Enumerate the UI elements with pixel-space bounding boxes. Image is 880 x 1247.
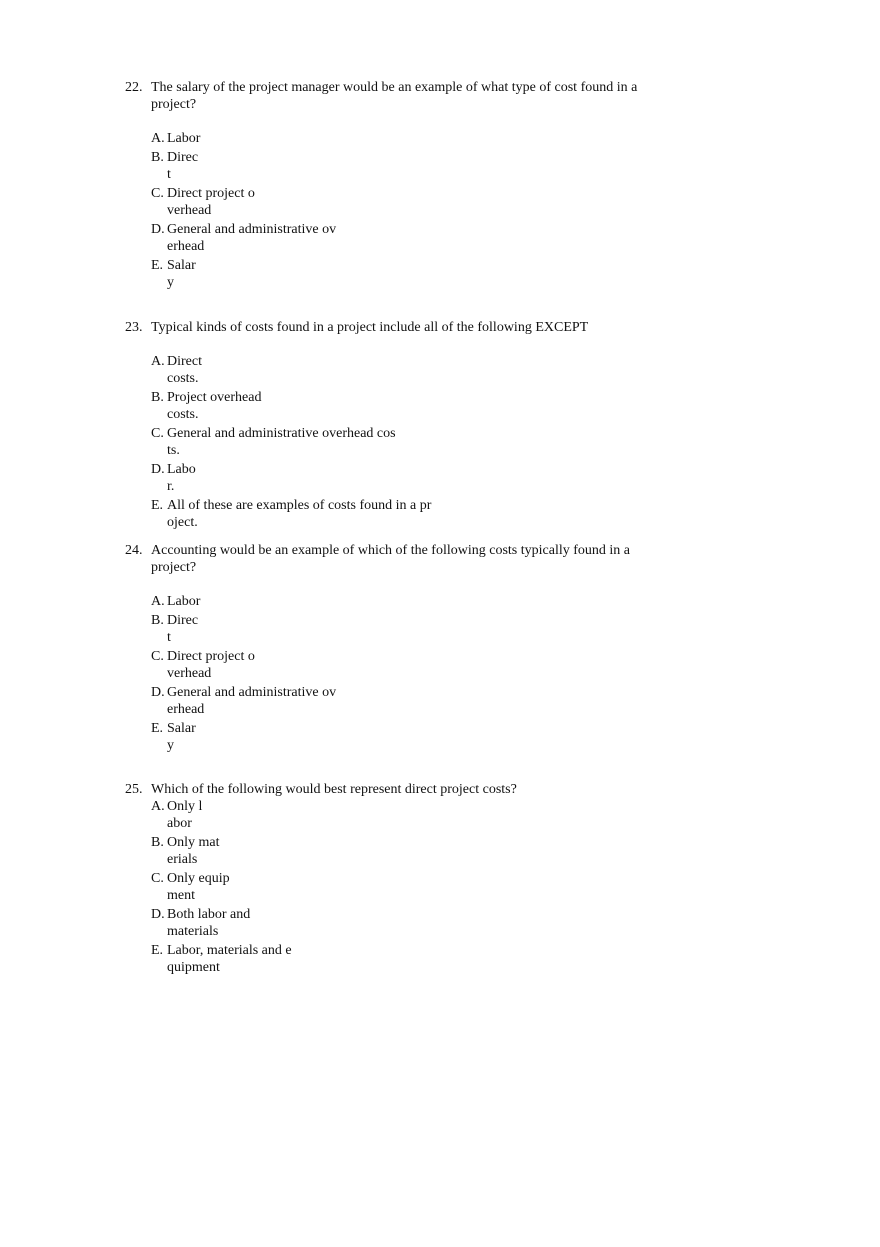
choice-text: Labor (167, 594, 201, 609)
choice-a (125, 798, 645, 832)
question-stem (125, 319, 645, 336)
choice-d (125, 221, 645, 255)
choice-c (125, 648, 645, 682)
question-text: Which of the following would best represent direct project costs? (151, 782, 517, 797)
question-22 (125, 79, 645, 293)
question-number: 24. (125, 543, 143, 558)
answer-choices (125, 798, 645, 976)
question-stem (125, 542, 645, 576)
choice-text: All of these are examples of costs found in a project. (167, 498, 432, 530)
choice-c (125, 185, 645, 219)
choice-letter: E. (151, 498, 164, 513)
choice-letter: C. (151, 426, 164, 441)
choice-b (125, 149, 645, 183)
question-text: Accounting would be an example of which of the following costs typically found in a project? (151, 543, 631, 575)
choice-c (125, 870, 645, 904)
choice-letter: A. (151, 799, 165, 814)
choice-letter: A. (151, 594, 165, 609)
choice-text: Direct (167, 613, 199, 645)
question-25 (125, 781, 645, 978)
question-stem (125, 79, 645, 113)
choice-letter: B. (151, 613, 164, 628)
choice-letter: D. (151, 685, 165, 700)
choice-letter: B. (151, 835, 164, 850)
choice-a (125, 130, 645, 147)
choice-letter: D. (151, 462, 165, 477)
choice-letter: B. (151, 150, 164, 165)
choice-letter: C. (151, 186, 164, 201)
choice-e (125, 497, 645, 531)
choice-text: Direct (167, 150, 199, 182)
choice-d (125, 461, 645, 495)
choice-text: Labor. (167, 462, 196, 494)
choice-b (125, 389, 645, 423)
choice-text: Both labor and materials (167, 907, 251, 939)
answer-choices (125, 353, 645, 531)
choice-letter: D. (151, 907, 165, 922)
choice-text: Salary (167, 721, 196, 753)
choice-b (125, 834, 645, 868)
choice-letter: B. (151, 390, 164, 405)
choice-e (125, 720, 645, 754)
choice-letter: E. (151, 258, 164, 273)
question-number: 23. (125, 320, 143, 335)
question-number: 25. (125, 782, 143, 797)
choice-b (125, 612, 645, 646)
answer-choices (125, 593, 645, 754)
choice-text: Labor, materials and equipment (167, 943, 292, 975)
choice-text: Project overhead costs. (167, 390, 262, 422)
question-24 (125, 542, 645, 756)
choice-c (125, 425, 645, 459)
choice-e (125, 257, 645, 291)
question-23 (125, 319, 645, 533)
choice-d (125, 684, 645, 718)
choice-text: Salary (167, 258, 196, 290)
choice-letter: E. (151, 943, 164, 958)
choice-letter: C. (151, 649, 164, 664)
choice-a (125, 593, 645, 610)
choice-text: Only labor (167, 799, 203, 831)
answer-choices (125, 130, 645, 291)
choice-letter: D. (151, 222, 165, 237)
choice-text: General and administrative overhead costs. (167, 426, 396, 458)
choice-text: Direct costs. (167, 354, 202, 386)
choice-a (125, 353, 645, 387)
choice-letter: A. (151, 131, 165, 146)
question-text: The salary of the project manager would be an example of what type of cost found in a project? (151, 80, 638, 112)
choice-text: General and administrative overhead (167, 222, 337, 254)
choice-letter: A. (151, 354, 165, 369)
choice-text: General and administrative overhead (167, 685, 337, 717)
choice-letter: C. (151, 871, 164, 886)
choice-text: Direct project overhead (167, 186, 255, 218)
choice-letter: E. (151, 721, 164, 736)
choice-d (125, 906, 645, 940)
question-text: Typical kinds of costs found in a project include all of the following EXCEPT (151, 320, 589, 335)
question-stem (125, 781, 645, 798)
choice-e (125, 942, 645, 976)
choice-text: Direct project overhead (167, 649, 255, 681)
choice-text: Only materials (167, 835, 220, 867)
choice-text: Labor (167, 131, 201, 146)
choice-text: Only equipment (167, 871, 230, 903)
question-number: 22. (125, 80, 143, 95)
